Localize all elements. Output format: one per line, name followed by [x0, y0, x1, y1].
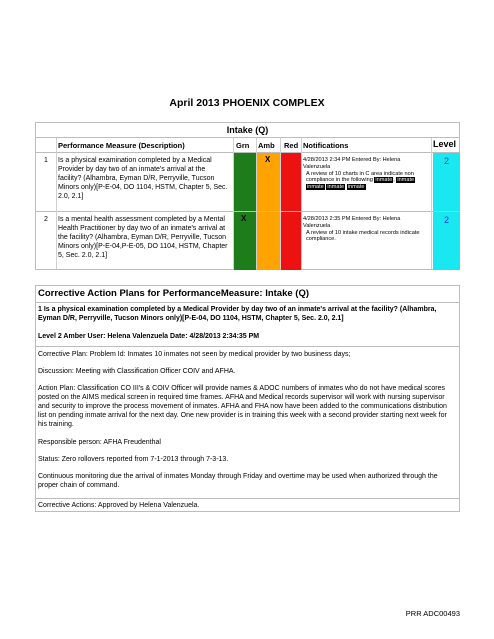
col-divider — [56, 138, 57, 269]
col-divider — [301, 138, 302, 269]
highlighted-word: inmate — [307, 184, 324, 191]
cap-level-line: Level 2 Amber User: Helena Valenzuela Date: 4/28/2013 2:34:35 PM — [38, 333, 260, 340]
intake-title: Intake (Q) — [36, 123, 459, 138]
status: Status: Zero rollovers reported from 7-1-2013 through 7-3-13. — [38, 456, 229, 463]
cap-corrective-row — [36, 498, 459, 512]
level-value: 2 — [443, 215, 449, 225]
green-status-block — [234, 153, 256, 211]
notification-entry: 4/28/2013 2:34 PM Entered By: Helena Valenzuela — [303, 157, 401, 170]
notification-body: A review of 10 intake medical records indicate compliance. — [306, 229, 420, 243]
amb-header: Amb — [258, 141, 275, 150]
amber-mark: X — [265, 155, 271, 164]
measure-header: Performance Measure (Description) — [58, 141, 185, 150]
action-plan: Action Plan: Classification CO III's & COIV Officer will provide names & ADOC numbers of inmates who do not have medical scores posted on the AIMS medical screen in required time frames. AFHA and Medical records supervisor will work with nursing supervisor and security to improve the process movement of inmates. AFHA and FHA now have been added to the communications distribution list on pending inmate arrival for the next day. One new provider is in training this week with a second provider starting next week for his training. — [38, 385, 447, 428]
red-status-block — [281, 153, 301, 211]
col-divider — [431, 138, 432, 269]
level-value: 2 — [443, 156, 449, 166]
page-title: April 2013 PHOENIX COMPLEX — [169, 97, 325, 109]
red-status-block — [281, 212, 301, 270]
red-header: Red — [284, 141, 299, 150]
level-header: Level — [433, 139, 457, 149]
notification-text — [303, 157, 429, 191]
notifications-header: Notifications — [303, 141, 349, 150]
footer-page-id: PRR ADC00493 — [405, 609, 460, 618]
measure-description: Is a physical examination completed by a Medical Provider by day two of an inmate's arrival at the facility? (Alhambra, Eyman D/R, Perryville, Tucson Minors only)[P-E-04, DO 1104, HSTM, Chapter 5, Sec. 2.0, 2.1] — [58, 157, 228, 200]
discussion: Discussion: Meeting with Classification Officer COIV and AFHA. — [38, 368, 236, 375]
notification-entry: 4/28/2013 2:35 PM Entered By: Helena Valenzuela — [303, 216, 401, 229]
measure-description: Is a mental health assessment completed by a Mental Health Practitioner by day two of an inmate's arrival at the facility? (Alhambra, Eyman D/R, Perryville, Tucson Minors only)[P-E-04,P-E-05, DO 1104, HSTM, Chapter 5, Sec. 2.0, 2.1] — [58, 216, 228, 259]
amber-status-block — [257, 212, 280, 270]
cap-title: Corrective Action Plans for PerformanceMeasure: Intake (Q) — [38, 288, 310, 299]
cap-question-row — [36, 302, 459, 347]
level-block — [433, 212, 460, 270]
notification-detail: A review of 10 charts in C area indicate non compliance in the following — [306, 170, 414, 184]
cap-question: 1 Is a physical examination completed by a Medical Provider by day two of an inmate's arrival at the facility? (Alhambra, Eyman D/R, Perryville, Tucson Minors only)[P-E-04, DO 1104, HSTM, Chapter 5, Sec. 2.0, 2.1] — [38, 306, 437, 322]
grn-header: Grn — [236, 141, 250, 150]
corrective-actions: Corrective Actions: Approved by Helena Valenzuela. — [38, 502, 200, 509]
row-number: 1 — [44, 157, 48, 164]
corrective-action-plans — [35, 285, 460, 512]
notification-text — [303, 216, 429, 243]
level-block — [433, 153, 460, 211]
intake-table — [35, 122, 460, 270]
highlighted-word: inmate — [327, 184, 345, 191]
row-number: 2 — [44, 216, 48, 223]
notification-body: A review of 10 charts in C area indicate non compliance in the following inmate, inmate inmate inmate inmate — [306, 170, 415, 191]
green-mark: X — [241, 214, 247, 223]
highlighted-word: inmate — [397, 177, 415, 184]
highlighted-word: inmate — [375, 177, 393, 184]
responsible-person: Responsible person: AFHA Freudenthal — [38, 439, 161, 446]
corrective-plan: Corrective Plan: Problem Id: Inmates 10 inmates not seen by medical provider by two business days; — [38, 351, 351, 358]
monitoring: Continuous monitoring due the arrival of inmates Monday through Friday and overtime may be used when authorized through the proper chain of command. — [38, 473, 438, 489]
cap-plan-row — [36, 346, 459, 498]
highlighted-word: inmate — [347, 184, 365, 191]
